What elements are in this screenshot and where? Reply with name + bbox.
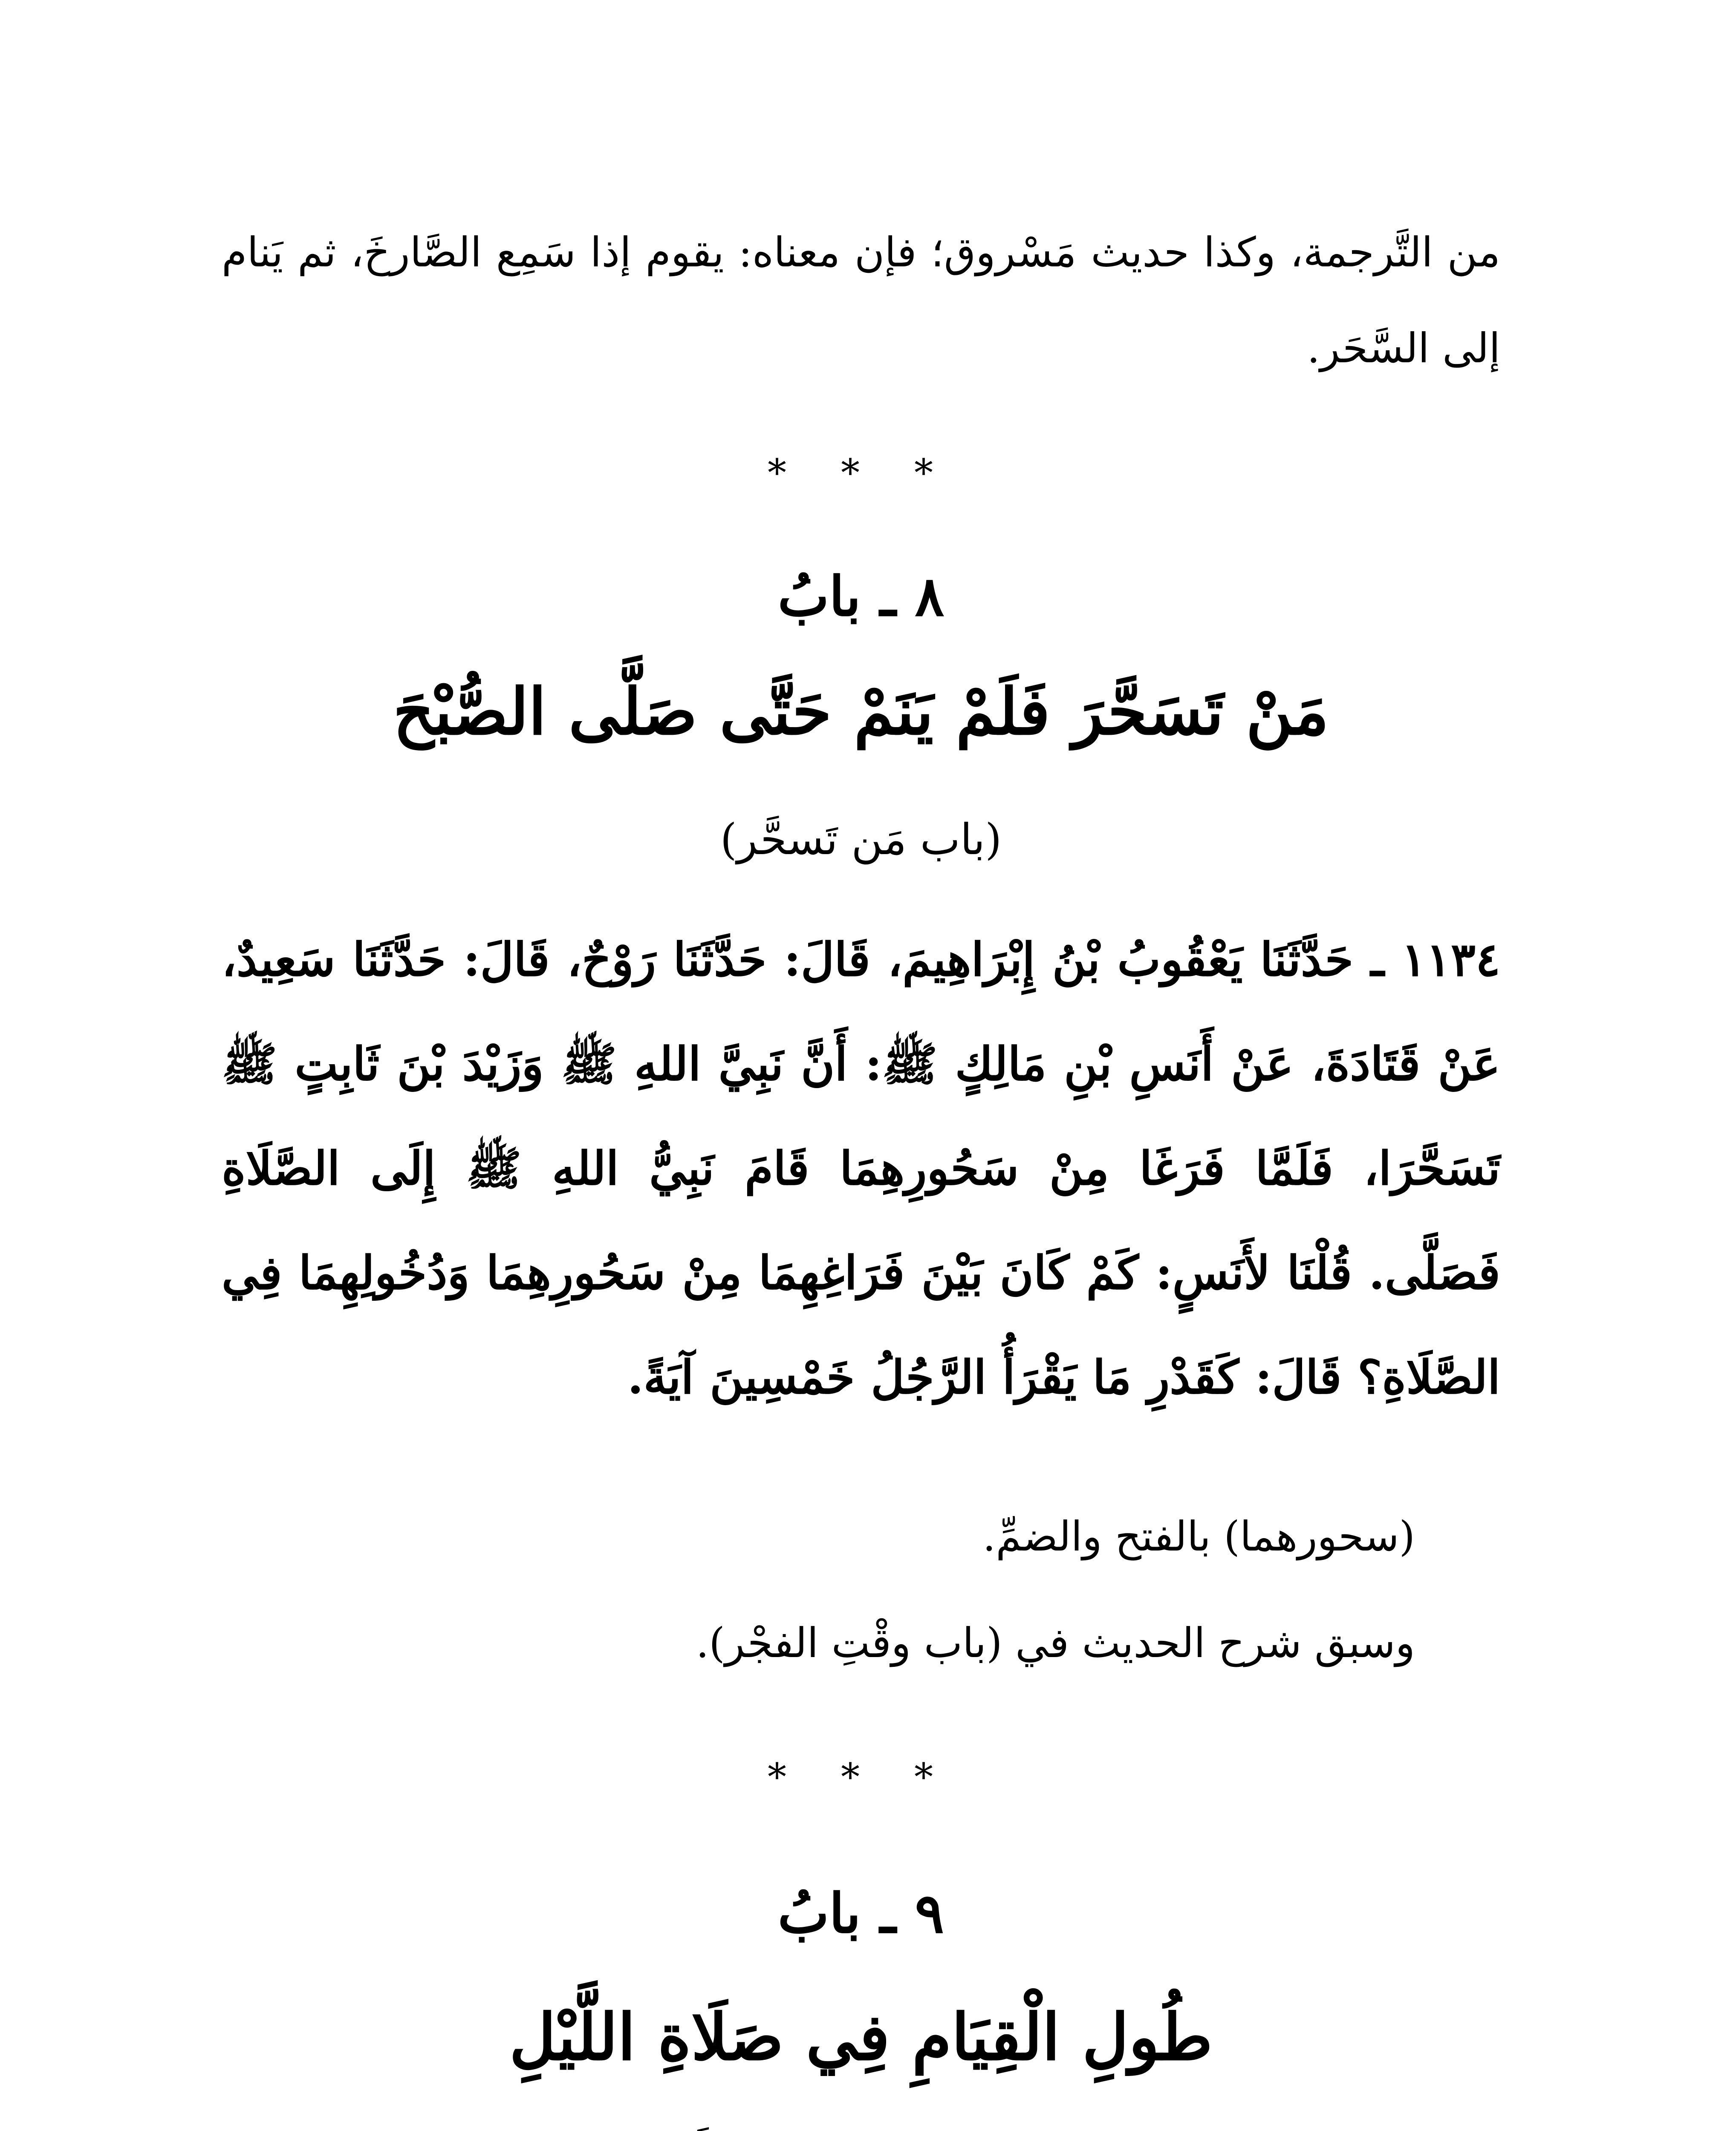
chapter-8-title: مَنْ تَسَحَّرَ فَلَمْ يَنَمْ حَتَّى صَلَّى الصُّبْحَ [393, 674, 1329, 749]
commentary-note-1: (سحورهما) بالفتح والضمِّ. [982, 1513, 1415, 1560]
chapter-8-sub-heading: (باب مَن تَسحَّر) [720, 814, 1002, 864]
intro-paragraph: من التَّرجمة، وكذا حديث مَسْروق؛ فإن معناه: يقوم إذا سَمِع الصَّارخَ، ثم يَنام إلى السَّحَر. [222, 228, 1500, 372]
document-page [222, 0, 1500, 2131]
section-separator-2: * * * [768, 1755, 954, 1799]
hadith-1134: ١١٣٤ ـ حَدَّثَنَا يَعْقُوبُ بْنُ إِبْرَاهِيمَ، قَالَ: حَدَّثَنَا رَوْحٌ، قَالَ: حَدَّثَنَا سَعِيدٌ، عَنْ قَتَادَةَ، عَنْ أَنَسِ بْنِ مَالِكٍ ﷺ: أَنَّ نَبِيَّ اللهِ ﷺ وَزَيْدَ بْنَ ثَابِتٍ ﷺ تَسَحَّرَا، فَلَمَّا فَرَغَا مِنْ سَحُورِهِمَا قَامَ نَبِيُّ اللهِ ﷺ إِلَى الصَّلَاةِ فَصَلَّى. قُلْنَا لأَنَسٍ: كَمْ كَانَ بَيْنَ فَرَاغِهِمَا مِنْ سَحُورِهِمَا وَدُخُولِهِمَا فِي الصَّلَاةِ؟ قَالَ: كَقَدْرِ مَا يَقْرَأُ الرَّجُلُ خَمْسِينَ آيَةً. [222, 933, 1501, 1404]
chapter-8-number: ٨ ـ بابُ [777, 565, 945, 629]
section-separator: * * * [768, 451, 954, 495]
chapter-9-number: ٩ ـ بابُ [777, 1882, 945, 1946]
chapter-9-title: طُولِ الْقِيَامِ فِي صَلَاةِ اللَّيْلِ [509, 2000, 1213, 2075]
commentary-note-2: وسبق شرح الحديث في (باب وقْتِ الفجْر). [696, 1619, 1415, 1667]
